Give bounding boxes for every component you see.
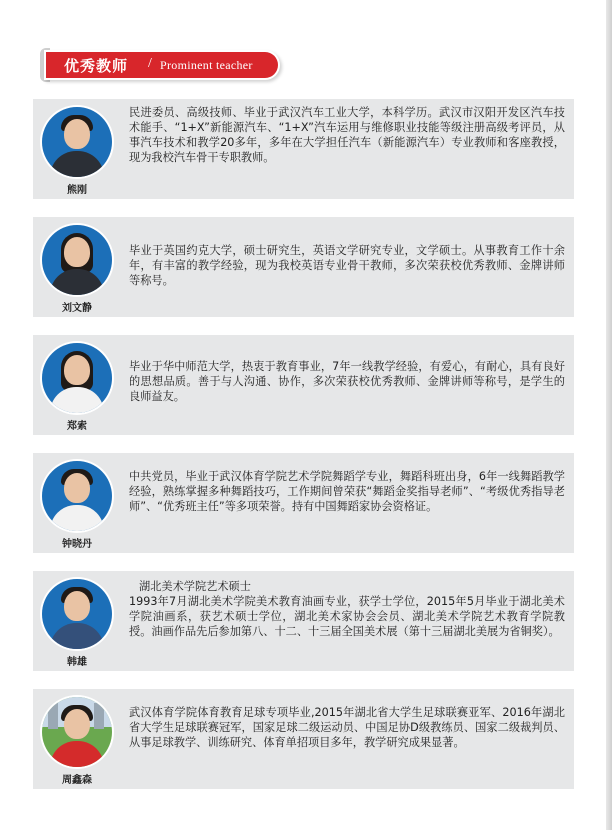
teacher-bio: 武汉体育学院体育教育足球专项毕业,2015年湖北省大学生足球联赛亚军、2016年湖北省大学生足球联赛冠军，国家足球二级运动员、中国足协D级教练员、国家二级裁判员、从事足球教学、训练研究、体育单招项目多年，教学研究成果显著。 <box>129 706 565 749</box>
teacher-bio-block <box>129 579 565 639</box>
teacher-bio: 毕业于英国约克大学，硕士研究生，英语文学研究专业，文学硕士。从事教育工作十余年，有丰富的教学经验，现为我校英语专业骨干教师，多次荣获校优秀教师、金牌讲师等称号。 <box>129 244 565 287</box>
photo-head <box>64 591 90 621</box>
photo-body <box>50 741 104 767</box>
teacher-name: 熊刚 <box>67 185 87 196</box>
photo-head <box>64 355 90 385</box>
teacher-name: 刘文静 <box>62 303 92 314</box>
teacher-photo <box>42 579 112 649</box>
teacher-photo <box>42 107 112 177</box>
teacher-card <box>33 99 574 199</box>
teacher-photo <box>42 697 112 767</box>
teacher-card <box>33 217 574 317</box>
teacher-photo <box>42 225 112 295</box>
section-header <box>36 46 282 82</box>
teacher-card <box>33 689 574 789</box>
photo-building <box>94 703 104 729</box>
teacher-card <box>33 335 574 435</box>
photo-head <box>64 709 90 739</box>
photo-body <box>50 151 104 177</box>
teacher-bio-title: 湖北美术学院艺术硕士 <box>139 580 251 593</box>
teacher-name: 周鑫森 <box>62 775 92 786</box>
photo-body <box>50 269 104 295</box>
teacher-bio: 1993年7月湖北美术学院美术教育油画专业，获学士学位，2015年5月毕业于湖北美术学院油画系，获艺术硕士学位，湖北美术家协会会员、湖北美术学院艺术教育学院教授。油画作品先后参加第八、十二、十三届全国美术展（第十三届湖北美展为省铜奖）。 <box>129 595 565 638</box>
teacher-name: 钟晓丹 <box>62 539 92 550</box>
photo-building <box>48 703 58 729</box>
page-edge <box>606 0 612 830</box>
teacher-card <box>33 453 574 553</box>
teacher-photo <box>42 343 112 413</box>
section-title: 优秀教师 <box>64 57 129 75</box>
photo-head <box>64 119 90 149</box>
title-separator: / <box>148 56 152 71</box>
teacher-bio: 毕业于华中师范大学，热衷于教育事业，7年一线教学经验，有爱心，有耐心，具有良好的思想品质。善于与人沟通、协作，多次荣获校优秀教师、金牌讲师等称号，是学生的良师益友。 <box>129 360 565 403</box>
photo-body <box>50 387 104 413</box>
photo-body <box>50 505 104 531</box>
photo-head <box>64 237 90 267</box>
teacher-photo <box>42 461 112 531</box>
photo-head <box>64 473 90 503</box>
teacher-name: 郑索 <box>67 421 87 432</box>
teacher-bio: 中共党员，毕业于武汉体育学院艺术学院舞蹈学专业，舞蹈科班出身，6年一线舞蹈教学经验，熟练掌握多种舞蹈技巧，工作期间曾荣获“舞蹈金奖指导老师”、“考级优秀指导老师”、“优秀班主任”等多项荣誉。持有中国舞蹈家协会资格证。 <box>129 470 565 513</box>
teacher-bio: 民进委员、高级技师、毕业于武汉汽车工业大学，本科学历。武汉市汉阳开发区汽车技术能手、“1+X”新能源汽车、“1+X”汽车运用与维修职业技能等级注册高级考评员，从事汽车技术和教学20多年，多年在大学担任汽车（新能源汽车）专业教师和客座教授，现为我校汽车骨干专职教师。 <box>129 106 565 164</box>
teacher-card <box>33 571 574 671</box>
section-subtitle: Prominent teacher <box>160 58 253 72</box>
teacher-name: 韩雄 <box>67 657 87 668</box>
photo-body <box>50 623 104 649</box>
